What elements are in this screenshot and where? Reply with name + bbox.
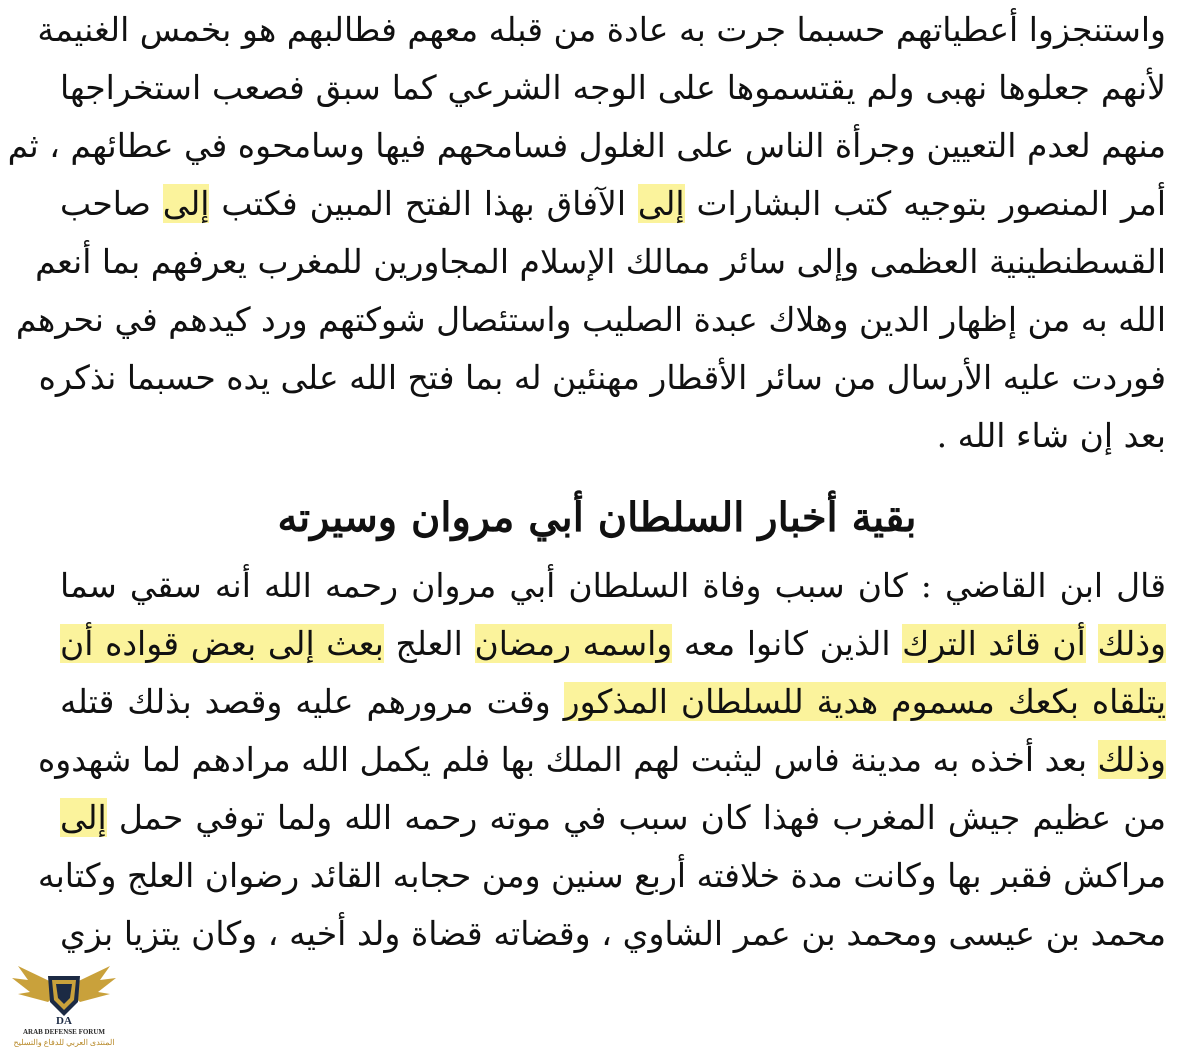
forum-watermark-logo [8,958,120,1050]
highlighted-text: يتلقاه بكعك مسموم هدية للسلطان المذكور [563,682,1167,721]
highlighted-text: إلى [162,184,210,223]
text-line [37,8,1166,52]
text-segment: القسطنطينية العظمى وإلى سائر ممالك الإسلام المجاورين للمغرب يعرفهم بما أنعم [35,242,1166,281]
text-segment: بعد أخذه به مدينة فاس ليثبت لهم الملك بها فلم يكمل الله مرادهم لما شهدوه [37,740,1098,779]
text-line [7,124,1166,168]
text-segment: قال ابن القاضي : كان سبب وفاة السلطان أبي مروان رحمه الله أنه سقي سما [60,566,1166,605]
text-line [60,414,1166,458]
text-segment: منهم لعدم التعيين وجرأة الناس على الغلول فسامحهم فيها وسامحوه في عطائهم ، ثم [7,126,1166,165]
text-segment [1086,624,1098,663]
highlighted-text: واسمه رمضان [474,624,673,663]
text-line [60,66,1166,110]
text-line [38,356,1166,400]
text-segment: الله به من إظهار الدين وهلاك عبدة الصليب واستئصال شوكتهم ورد كيدهم في نحرهم [15,300,1166,339]
text-segment: من عظيم جيش المغرب فهذا كان سبب في موته رحمه الله ولما توفي حمل [106,798,1166,837]
highlighted-text: إلى [60,798,107,837]
text-segment: بعد إن شاء الله . [936,416,1166,455]
logo-name-english: ARAB DEFENSE FORUM [22,1028,106,1036]
highlighted-text: وذلك [1097,740,1166,779]
highlighted-text: أن قائد الترك [902,624,1086,663]
text-segment: أمر المنصور بتوجيه كتب البشارات [684,184,1166,223]
section-title: بقية أخبار السلطان أبي مروان وسيرته [277,494,917,541]
text-line [60,912,1166,956]
highlighted-text: وذلك [1097,624,1166,663]
text-line [60,680,1166,724]
text-line [37,854,1166,898]
text-segment: مراكش فقبر بها وكانت مدة خلافته أربع سنين ومن حجابه القائد رضوان العلج وكتابه [37,856,1166,895]
text-line [60,182,1166,226]
text-line [35,240,1166,284]
text-segment: الذين كانوا معه [672,624,903,663]
text-line [60,564,1166,608]
text-line [37,738,1166,782]
logo-name-arabic: المنتدى العربي للدفاع والتسليح [13,1038,115,1047]
text-line [60,622,1166,666]
text-line [15,298,1166,342]
text-line [60,796,1166,840]
text-segment: واستنجزوا أعطياتهم حسبما جرت به عادة من قبله معهم فطالبهم هو بخمس الغنيمة [37,10,1166,49]
text-segment: العلج [383,624,475,663]
text-segment: فوردت عليه الأرسال من سائر الأقطار مهنئين له بما فتح الله على يده حسبما نذكره [38,358,1166,397]
highlighted-text: إلى [637,184,685,223]
text-segment: صاحب [60,184,163,223]
text-segment: محمد بن عيسى ومحمد بن عمر الشاوي ، وقضاته قضاة ولد أخيه ، وكان يتزيا بزي [60,914,1166,953]
text-segment: لأنهم جعلوها نهبى ولم يقتسموها على الوجه الشرعي كما سبق فصعب استخراجها [60,68,1166,107]
highlighted-text: بعث إلى بعض قواده أن [60,624,384,663]
text-segment: وقت مرورهم عليه وقصد بذلك قتله [60,682,564,721]
eagle-emblem-icon [8,958,120,1028]
logo-monogram: DA [56,1015,72,1027]
text-segment: الآفاق بهذا الفتح المبين فكتب [209,184,638,223]
